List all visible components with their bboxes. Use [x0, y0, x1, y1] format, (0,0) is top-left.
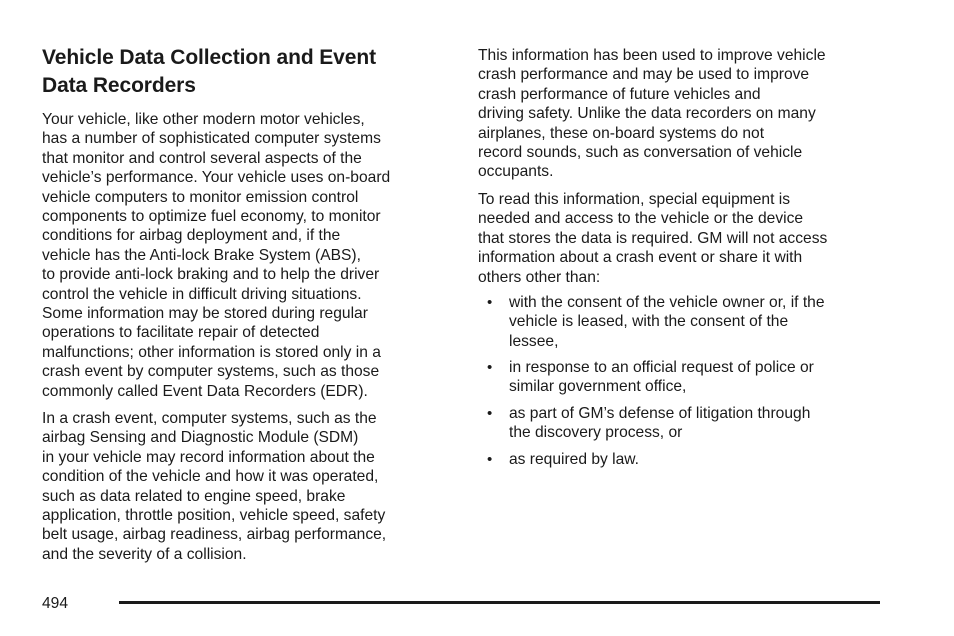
- text-line: information about a crash event or share it with: [478, 249, 803, 267]
- text-line: vehicle has the Anti-lock Brake System (ABS),: [42, 246, 361, 264]
- section-heading-line-2: Data Recorders: [42, 74, 196, 97]
- bullet-icon: •: [487, 405, 493, 422]
- page-number: 494: [42, 595, 69, 612]
- section-heading: [42, 44, 376, 100]
- bullet-icon: •: [487, 359, 493, 376]
- list-item-text: [509, 293, 889, 351]
- text-line: malfunctions; other information is stored only in a: [42, 343, 381, 361]
- text-line: condition of the vehicle and how it was operated,: [42, 468, 379, 486]
- text-line: Some information may be stored during regular: [42, 305, 368, 323]
- text-line: similar government office,: [509, 378, 687, 396]
- text-line: airbag Sensing and Diagnostic Module (SDM): [42, 429, 359, 447]
- list-item-text: [509, 450, 889, 469]
- text-line: to provide anti-lock braking and to help the driver: [42, 266, 380, 284]
- text-line: others other than:: [478, 268, 601, 286]
- text-line: crash performance of future vehicles and: [478, 85, 761, 103]
- text-line: This information has been used to improve vehicle: [478, 47, 826, 64]
- text-line: application, throttle position, vehicle speed, safety: [42, 507, 386, 525]
- text-line: such as data related to engine speed, brake: [42, 487, 346, 505]
- text-line: Your vehicle, like other modern motor vehicles,: [42, 111, 365, 128]
- text-line: lessee,: [509, 332, 559, 350]
- text-line: that stores the data is required. GM will not access: [478, 229, 828, 247]
- text-line: components to optimize fuel economy, to monitor: [42, 208, 381, 226]
- access-conditions-paragraph: [478, 190, 827, 287]
- text-line: operations to facilitate repair of detected: [42, 324, 320, 342]
- list-item-text: [509, 404, 889, 443]
- text-line: crash performance and may be used to improve: [478, 66, 810, 84]
- text-line: airplanes, these on-board systems do not: [478, 124, 765, 142]
- text-line: that monitor and control several aspects of the: [42, 149, 362, 167]
- text-line: needed and access to the vehicle or the device: [478, 210, 804, 228]
- text-line: belt usage, airbag readiness, airbag performance,: [42, 526, 387, 544]
- text-line: as required by law.: [509, 451, 640, 468]
- text-line: vehicle is leased, with the consent of the: [509, 313, 789, 331]
- information-use-paragraph: [478, 46, 826, 182]
- text-line: control the vehicle in difficult driving situations.: [42, 285, 362, 303]
- text-line: conditions for airbag deployment and, if the: [42, 227, 341, 245]
- footer-divider: [119, 601, 880, 604]
- text-line: in response to an official request of police or: [509, 359, 814, 376]
- text-line: with the consent of the vehicle owner or, if the: [509, 294, 825, 311]
- text-line: as part of GM’s defense of litigation through: [509, 405, 811, 422]
- text-line: the discovery process, or: [509, 424, 683, 442]
- text-line: vehicle computers to monitor emission control: [42, 188, 359, 206]
- text-line: and the severity of a collision.: [42, 545, 247, 563]
- text-line: occupants.: [478, 163, 554, 181]
- bullet-icon: •: [487, 294, 493, 311]
- text-line: In a crash event, computer systems, such as the: [42, 410, 377, 427]
- text-line: has a number of sophisticated computer systems: [42, 130, 381, 148]
- text-line: record sounds, such as conversation of vehicle: [478, 144, 803, 162]
- text-line: To read this information, special equipment is: [478, 191, 791, 208]
- list-item-text: [509, 358, 889, 397]
- text-line: driving safety. Unlike the data recorders on many: [478, 105, 816, 123]
- text-line: in your vehicle may record information about the: [42, 448, 375, 466]
- intro-paragraph: [42, 110, 390, 401]
- text-line: commonly called Event Data Recorders (EDR).: [42, 382, 368, 400]
- text-line: crash event by computer systems, such as those: [42, 363, 380, 381]
- crash-event-paragraph: [42, 409, 386, 564]
- section-heading-line-1: Vehicle Data Collection and Event: [42, 46, 376, 69]
- bullet-icon: •: [487, 451, 493, 468]
- text-line: vehicle’s performance. Your vehicle uses on-board: [42, 169, 391, 187]
